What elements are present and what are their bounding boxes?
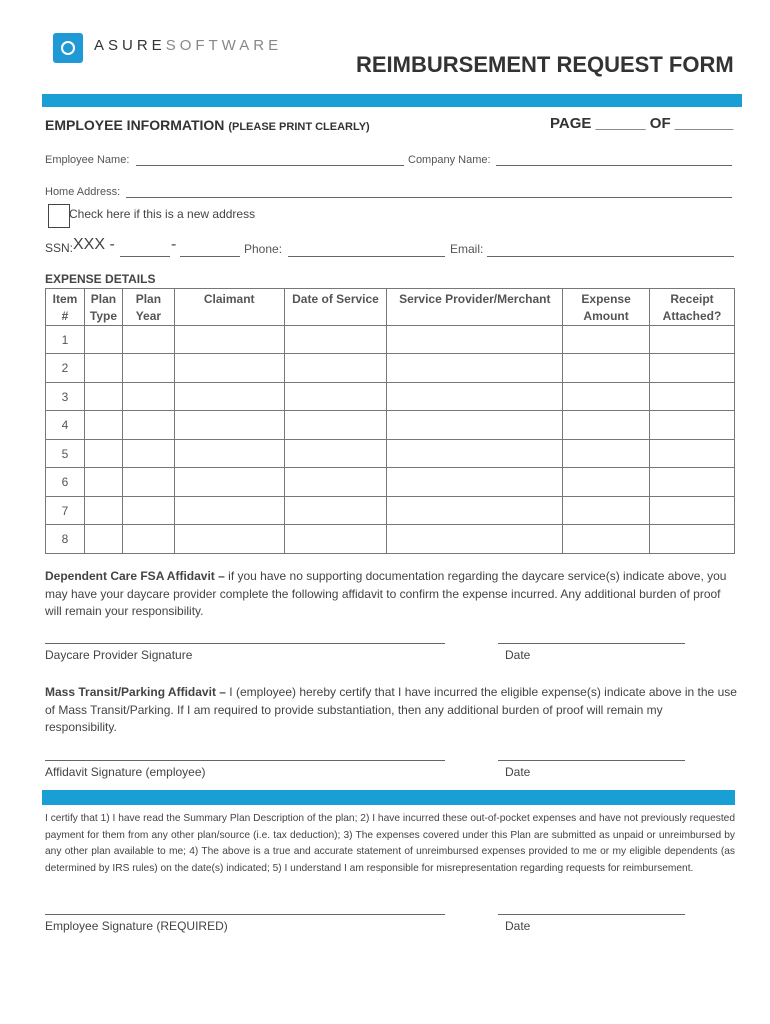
ssn-field-last[interactable] [180, 256, 240, 257]
daycare-date-label: Date [505, 648, 531, 662]
item-number: 6 [46, 468, 85, 497]
expense-details-heading: EXPENSE DETAILS [45, 272, 156, 286]
new-address-label: Check here if this is a new address [69, 207, 256, 221]
certification-text: I certify that 1) I have read the Summary Plan Description of the plan; 2) I have incurred these out-of-pocket expenses and have not previously requested payment for them from any other plan/source (i.e. tax deduction); 3) The expenses covered under this Plan are submitted as unpaid or unreimbursed by any other plan available to me; 4) The above is a true and accurate statement of unreimbursed expenses provided to me or my eligible dependents (as determined by IRS rules) on the date(s) indicated; 5) I understand I am responsible for misrepresentation regarding requests for reimbursement. [45, 813, 735, 874]
expense-cell[interactable] [284, 525, 387, 554]
daycare-signature-label: Daycare Provider Signature [45, 648, 193, 662]
expense-cell[interactable] [284, 497, 387, 525]
expense-cell[interactable] [174, 354, 284, 383]
expense-cell[interactable] [84, 440, 122, 468]
item-number: 7 [46, 497, 85, 525]
logo-icon [53, 33, 83, 63]
col-claimant: Claimant [174, 289, 284, 326]
expense-cell[interactable] [284, 354, 387, 383]
mass-transit-paragraph: Mass Transit/Parking Affidavit – I (employee) hereby certify that I have incurred the eligible expense(s) indicate above in the use of Mass Transit/Parking. If I am required to provide substantiation, then any additional burden of proof will remain my responsibility. [45, 685, 737, 734]
employee-info-heading: EMPLOYEE INFORMATION (PLEASE PRINT CLEARLY) [45, 117, 370, 133]
expense-cell[interactable] [122, 497, 174, 525]
expense-cell[interactable] [174, 440, 284, 468]
col-plan-year: Plan Year [122, 289, 174, 326]
item-number: 3 [46, 383, 85, 411]
expense-cell[interactable] [387, 497, 563, 525]
header-divider-bar [42, 94, 742, 107]
employee-date-field[interactable] [498, 914, 685, 915]
employee-signature-label: Employee Signature (REQUIRED) [45, 919, 228, 933]
table-row [46, 326, 735, 354]
home-address-field[interactable] [126, 197, 732, 198]
expense-cell[interactable] [387, 383, 563, 411]
expense-cell[interactable] [84, 411, 122, 440]
expense-cell[interactable] [650, 411, 735, 440]
expense-cell[interactable] [387, 326, 563, 354]
daycare-signature-field[interactable] [45, 643, 445, 644]
phone-label: Phone: [244, 242, 283, 256]
expense-cell[interactable] [563, 411, 650, 440]
col-date-of-service: Date of Service [284, 289, 387, 326]
item-number: 1 [46, 326, 85, 354]
expense-cell[interactable] [650, 383, 735, 411]
expense-cell[interactable] [84, 383, 122, 411]
expense-cell[interactable] [387, 354, 563, 383]
col-expense-amount: Expense Amount [563, 289, 650, 326]
table-row [46, 525, 735, 554]
table-row [46, 440, 735, 468]
dependent-care-paragraph: Dependent Care FSA Affidavit – if you have no supporting documentation regarding the daycare service(s) indicate above, you may have your daycare provider complete the following affidavit to confirm the expense incurred. Any additional burden of proof will remain your responsibility. [45, 569, 727, 618]
ssn-prefix: XXX - [73, 236, 115, 253]
expense-cell[interactable] [174, 497, 284, 525]
expense-cell[interactable] [84, 326, 122, 354]
expense-cell[interactable] [563, 440, 650, 468]
expense-cell[interactable] [387, 411, 563, 440]
certify-divider-bar [42, 790, 735, 805]
expense-cell[interactable] [284, 326, 387, 354]
item-number: 4 [46, 411, 85, 440]
expense-cell[interactable] [563, 326, 650, 354]
table-row [46, 411, 735, 440]
expense-cell[interactable] [563, 468, 650, 497]
expense-cell[interactable] [122, 354, 174, 383]
table-row [46, 354, 735, 383]
item-number: 5 [46, 440, 85, 468]
new-address-checkbox[interactable] [48, 204, 70, 228]
expense-table [45, 288, 735, 554]
expense-cell[interactable] [284, 440, 387, 468]
expense-cell[interactable] [284, 468, 387, 497]
expense-cell[interactable] [122, 411, 174, 440]
expense-cell[interactable] [84, 354, 122, 383]
expense-cell[interactable] [84, 525, 122, 554]
expense-cell[interactable] [387, 468, 563, 497]
col-item: Item # [46, 289, 85, 326]
expense-cell[interactable] [174, 468, 284, 497]
affidavit-signature-label: Affidavit Signature (employee) [45, 765, 206, 779]
table-row [46, 383, 735, 411]
email-field[interactable] [487, 256, 734, 257]
expense-cell[interactable] [122, 525, 174, 554]
expense-cell[interactable] [174, 383, 284, 411]
affidavit-signature-field[interactable] [45, 760, 445, 761]
expense-cell[interactable] [650, 326, 735, 354]
ssn-field-middle[interactable] [120, 256, 170, 257]
expense-cell[interactable] [563, 354, 650, 383]
page-of-field[interactable]: PAGE ______ OF _______ [550, 115, 734, 132]
expense-cell[interactable] [84, 497, 122, 525]
expense-cell[interactable] [650, 354, 735, 383]
company-name-field[interactable] [496, 165, 732, 166]
expense-cell[interactable] [84, 468, 122, 497]
col-service-provider: Service Provider/Merchant [387, 289, 563, 326]
home-address-label: Home Address: [45, 186, 121, 198]
table-row [46, 497, 735, 525]
expense-cell[interactable] [563, 497, 650, 525]
expense-cell[interactable] [387, 525, 563, 554]
ssn-label: SSN: [45, 241, 74, 255]
expense-header-row [46, 289, 735, 326]
expense-cell[interactable] [650, 525, 735, 554]
employee-name-label: Employee Name: [45, 154, 130, 166]
email-label: Email: [450, 242, 484, 256]
logo: ASURESOFTWARE [94, 37, 283, 54]
expense-cell[interactable] [174, 525, 284, 554]
expense-cell[interactable] [122, 440, 174, 468]
expense-cell[interactable] [122, 383, 174, 411]
table-row [46, 468, 735, 497]
expense-cell[interactable] [174, 411, 284, 440]
item-number: 2 [46, 354, 85, 383]
col-plan-type: Plan Type [84, 289, 122, 326]
expense-cell[interactable] [650, 497, 735, 525]
employee-name-field[interactable] [136, 165, 404, 166]
expense-cell[interactable] [284, 411, 387, 440]
expense-cell[interactable] [122, 468, 174, 497]
col-receipt-attached: Receipt Attached? [650, 289, 735, 326]
phone-field[interactable] [288, 256, 445, 257]
employee-date-label: Date [505, 919, 531, 933]
expense-cell[interactable] [387, 440, 563, 468]
expense-cell[interactable] [174, 326, 284, 354]
daycare-date-field[interactable] [498, 643, 685, 644]
affidavit-date-field[interactable] [498, 760, 685, 761]
expense-cell[interactable] [284, 383, 387, 411]
expense-cell[interactable] [650, 468, 735, 497]
expense-cell[interactable] [122, 326, 174, 354]
company-name-label: Company Name: [408, 154, 491, 166]
item-number: 8 [46, 525, 85, 554]
form-title: REIMBURSEMENT REQUEST FORM [356, 52, 734, 77]
employee-signature-field[interactable] [45, 914, 445, 915]
expense-cell[interactable] [563, 383, 650, 411]
affidavit-date-label: Date [505, 765, 531, 779]
ssn-dash: - [171, 236, 177, 253]
expense-cell[interactable] [563, 525, 650, 554]
expense-cell[interactable] [650, 440, 735, 468]
